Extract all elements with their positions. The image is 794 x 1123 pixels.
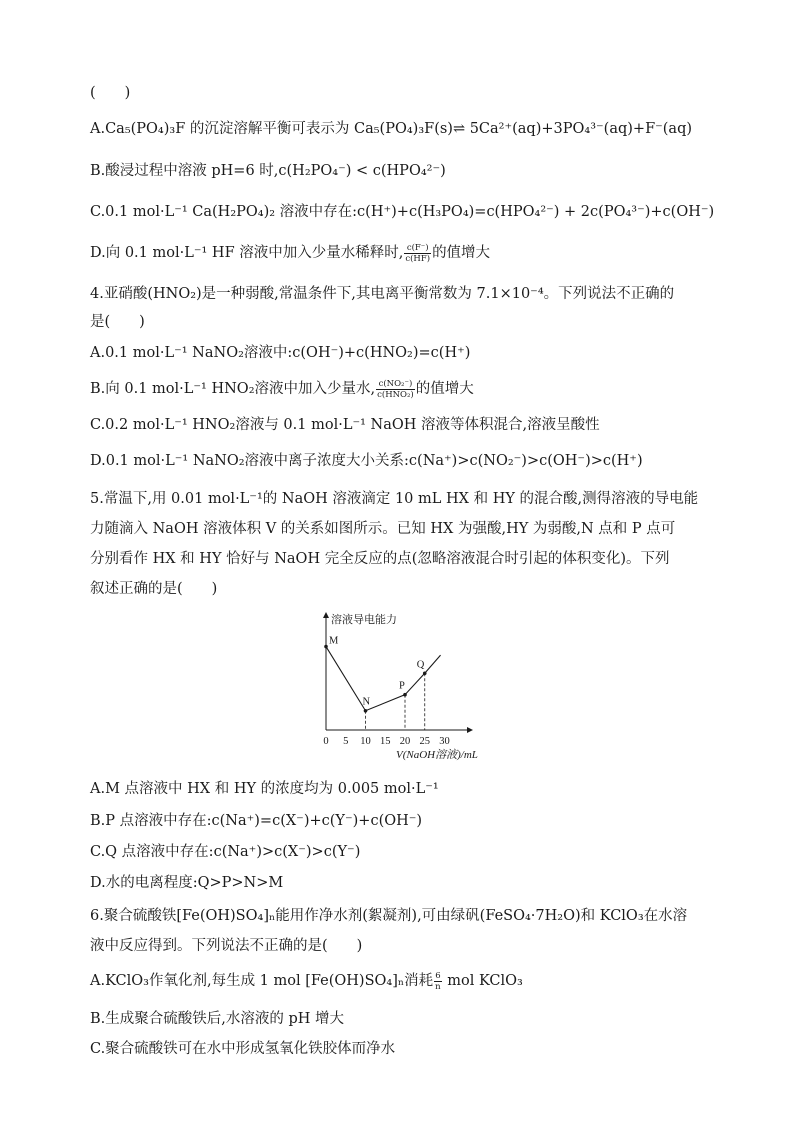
option-b-q4-text: B.向 0.1 mol·L⁻¹ HNO₂溶液中加入少量水, bbox=[90, 381, 376, 397]
conductivity-chart bbox=[300, 605, 500, 770]
fraction-6-n: $\frac{6}{n}$ bbox=[435, 970, 441, 992]
point-label-p: P bbox=[399, 680, 405, 692]
option-d-q3 bbox=[90, 242, 730, 264]
option-b-q5: B.P 点溶液中存在:c(Na⁺)=c(X⁻)+c(Y⁻)+c(OH⁻) bbox=[90, 813, 423, 829]
question-5-stem-2: 力随滴入 NaOH 溶液体积 V 的关系如图所示。已知 HX 为强酸,HY 为弱酸,N 点和 P 点可 bbox=[90, 521, 676, 537]
dashed-guides bbox=[366, 673, 425, 730]
point-n bbox=[364, 709, 368, 713]
option-c-q5: C.Q 点溶液中存在:c(Na⁺)>c(X⁻)>c(Y⁻) bbox=[90, 844, 361, 860]
option-a-q5: A.M 点溶液中 HX 和 HY 的浓度均为 0.005 mol·L⁻¹ bbox=[90, 781, 439, 797]
option-d-q3-text: D.向 0.1 mol·L⁻¹ HF 溶液中加入少量水稀释时, bbox=[90, 245, 404, 261]
option-c-q3: C.0.1 mol·L⁻¹ Ca(H₂PO₄)₂ 溶液中存在:c(H⁺)+c(H₃PO₄)=c(HPO₄²⁻) + 2c(PO₄³⁻)+c(OH⁻) bbox=[90, 204, 715, 220]
x-tick-label: 0 bbox=[323, 736, 329, 747]
option-b-q4-tail: 的值增大 bbox=[415, 381, 474, 397]
point-q bbox=[423, 671, 427, 675]
option-a-q6-tail: mol KClO₃ bbox=[447, 973, 523, 989]
x-tick-label: 25 bbox=[419, 736, 430, 747]
x-tick-label: 5 bbox=[343, 736, 349, 747]
point-p bbox=[403, 693, 407, 697]
option-b-q4 bbox=[90, 378, 730, 400]
answer-bracket: ( ) bbox=[90, 85, 131, 101]
point-m bbox=[324, 645, 328, 649]
question-5-stem-4: 叙述正确的是( ) bbox=[90, 581, 218, 597]
x-ticks bbox=[323, 736, 449, 747]
point-label-n: N bbox=[362, 696, 371, 708]
question-6-stem-1: 6.聚合硫酸铁[Fe(OH)SO₄]ₙ能用作净水剂(絮凝剂),可由绿矾(FeSO₄·7H₂O)和 KClO₃在水溶 bbox=[90, 908, 688, 924]
x-tick-label: 30 bbox=[439, 736, 450, 747]
fraction-f-hf: $\frac{c(F^-)}{c(HF)}$ bbox=[405, 242, 431, 264]
option-b-q6: B.生成聚合硫酸铁后,水溶液的 pH 增大 bbox=[90, 1011, 345, 1027]
question-5-stem-1: 5.常温下,用 0.01 mol·L⁻¹的 NaOH 溶液滴定 10 mL HX 和 HY 的混合酸,测得溶液的导电能 bbox=[90, 491, 699, 507]
x-tick-label: 15 bbox=[380, 736, 391, 747]
y-axis-label: 溶液导电能力 bbox=[331, 614, 397, 626]
question-6-stem-2: 液中反应得到。下列说法不正确的是( ) bbox=[90, 938, 363, 954]
x-tick-label: 20 bbox=[399, 736, 411, 747]
conductivity-curve bbox=[326, 647, 441, 711]
point-label-m: M bbox=[329, 635, 339, 647]
option-c-q6: C.聚合硫酸铁可在水中形成氢氧化铁胶体而净水 bbox=[90, 1041, 396, 1057]
option-a-q3: A.Ca₅(PO₄)₃F 的沉淀溶解平衡可表示为 Ca₅(PO₄)₃F(s)⇌ 5Ca²⁺(aq)+3PO₄³⁻(aq)+F⁻(aq) bbox=[90, 121, 693, 137]
option-c-q4: C.0.2 mol·L⁻¹ HNO₂溶液与 0.1 mol·L⁻¹ NaOH 溶液等体积混合,溶液呈酸性 bbox=[90, 417, 600, 433]
question-4-stem-cont: 是( ) bbox=[90, 314, 145, 330]
fraction-no2-hno2: $\frac{\text{c(NO₂⁻)}}{\text{c(HNO₂)}}$ bbox=[377, 378, 414, 400]
option-d-q4: D.0.1 mol·L⁻¹ NaNO₂溶液中离子浓度大小关系:c(Na⁺)>c(NO₂⁻)>c(OH⁻)>c(H⁺) bbox=[90, 453, 643, 469]
x-axis-label: V(NaOH溶液)/mL bbox=[396, 749, 478, 761]
option-b-q3: B.酸浸过程中溶液 pH=6 时,c(H₂PO₄⁻) < c(HPO₄²⁻) bbox=[90, 163, 446, 179]
question-5-stem-3: 分别看作 HX 和 HY 恰好与 NaOH 完全反应的点(忽略溶液混合时引起的体积变化)。下列 bbox=[90, 551, 670, 567]
question-4-stem: 4.亚硝酸(HNO₂)是一种弱酸,常温条件下,其电离平衡常数为 7.1×10⁻⁴。下列说法不正确的 bbox=[90, 286, 675, 302]
option-a-q6-text: A.KClO₃作氧化剂,每生成 1 mol [Fe(OH)SO₄]ₙ消耗 bbox=[90, 973, 434, 989]
option-d-q5: D.水的电离程度:Q>P>N>M bbox=[90, 875, 284, 891]
option-d-q3-tail: 的值增大 bbox=[432, 245, 491, 261]
curve-points bbox=[324, 636, 426, 713]
x-tick-label: 10 bbox=[360, 736, 371, 747]
point-label-q: Q bbox=[416, 659, 425, 671]
option-a-q4: A.0.1 mol·L⁻¹ NaNO₂溶液中:c(OH⁻)+c(HNO₂)=c(H⁺) bbox=[90, 345, 471, 361]
option-a-q6 bbox=[90, 970, 730, 992]
